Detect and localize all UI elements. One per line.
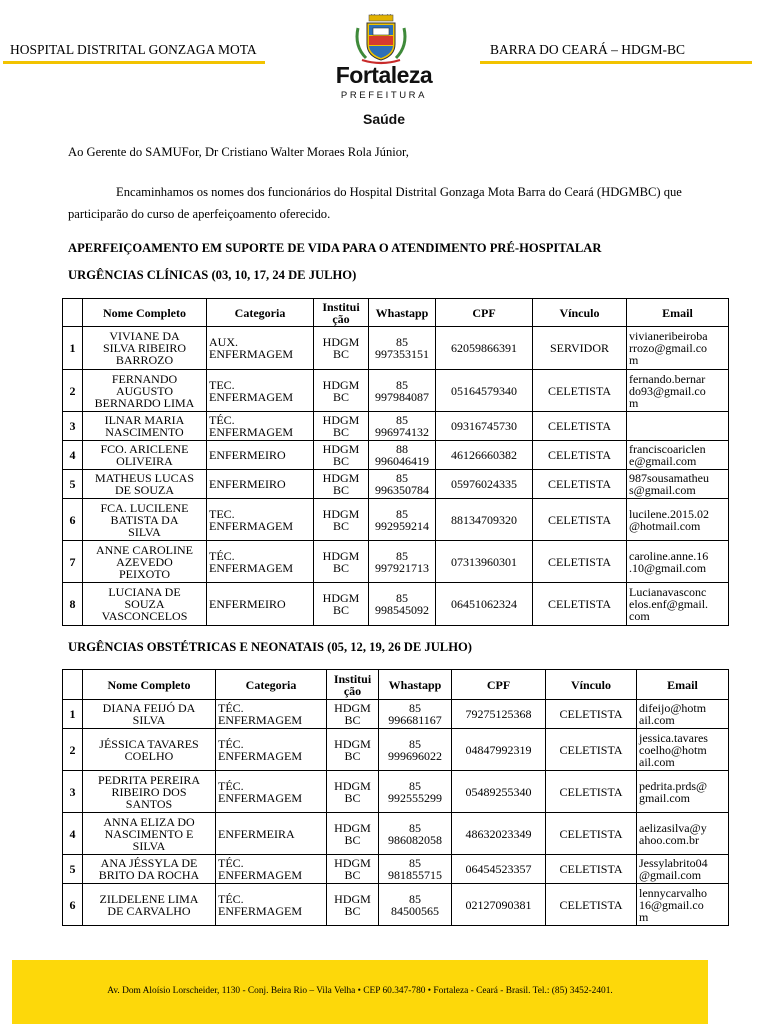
participant-name: JÉSSICA TAVARES COELHO <box>83 729 216 771</box>
participant-category: TÉC. ENFERMAGEM <box>207 412 314 441</box>
table-row <box>63 499 729 541</box>
col-category-header: Categoria <box>207 299 314 327</box>
participant-category: TÉC. ENFERMAGEM <box>216 771 327 813</box>
participant-email[interactable]: difeijo@hotm ail.com <box>637 700 729 729</box>
header-rule-left <box>3 61 265 64</box>
table-row <box>63 327 729 370</box>
participant-whatsapp: 85 84500565 <box>379 884 452 926</box>
participant-email[interactable]: lucilene.2015.02 @hotmail.com <box>627 499 729 541</box>
row-number: 6 <box>63 884 83 926</box>
col-institution-header: Institui ção <box>327 670 379 700</box>
participant-email[interactable]: aelizasilva@y ahoo.com.br <box>637 813 729 855</box>
row-number: 7 <box>63 541 83 583</box>
participant-category: ENFERMEIRA <box>216 813 327 855</box>
col-institution-header: Institui ção <box>314 299 369 327</box>
table-row <box>63 583 729 626</box>
table-row <box>63 541 729 583</box>
participant-name: ZILDELENE LIMA DE CARVALHO <box>83 884 216 926</box>
participant-name: VIVIANE DA SILVA RIBEIRO BARROZO <box>83 327 207 370</box>
participant-link: CELETISTA <box>546 700 637 729</box>
participant-whatsapp: 88 996046419 <box>369 441 436 470</box>
participant-email[interactable]: fernando.bernar do93@gmail.co m <box>627 370 729 412</box>
section-1-title: URGÊNCIAS CLÍNICAS (03, 10, 17, 24 DE JULHO) <box>68 268 357 282</box>
row-number: 5 <box>63 855 83 884</box>
participant-link: SERVIDOR <box>533 327 627 370</box>
brand-subtitle: PREFEITURA <box>340 90 428 101</box>
participant-link: CELETISTA <box>533 370 627 412</box>
header-rule-right <box>480 61 752 64</box>
participant-whatsapp: 85 997921713 <box>369 541 436 583</box>
participant-category: TÉC. ENFERMAGEM <box>216 700 327 729</box>
table-header-row <box>63 299 729 327</box>
participant-name: FCA. LUCILENE BATISTA DA SILVA <box>83 499 207 541</box>
col-name-header: Nome Completo <box>83 299 207 327</box>
participant-cpf: 88134709320 <box>436 499 533 541</box>
participant-name: ANNA ELIZA DO NASCIMENTO E SILVA <box>83 813 216 855</box>
participant-category: TÉC. ENFERMAGEM <box>216 729 327 771</box>
participant-cpf: 05164579340 <box>436 370 533 412</box>
col-number-header <box>63 670 83 700</box>
participant-link: CELETISTA <box>546 813 637 855</box>
row-number: 4 <box>63 813 83 855</box>
participant-institution: HDGM BC <box>314 541 369 583</box>
header-hospital-name: HOSPITAL DISTRITAL GONZAGA MOTA <box>10 42 257 57</box>
participant-category: ENFERMEIRO <box>207 441 314 470</box>
participant-email[interactable]: Jessylabrito04 @gmail.com <box>637 855 729 884</box>
participant-link: CELETISTA <box>533 441 627 470</box>
participant-institution: HDGM BC <box>314 327 369 370</box>
participant-cpf: 62059866391 <box>436 327 533 370</box>
participant-name: ILNAR MARIA NASCIMENTO <box>83 412 207 441</box>
row-number: 1 <box>63 327 83 370</box>
participant-institution: HDGM BC <box>314 412 369 441</box>
table-row <box>63 813 729 855</box>
col-link-header: Vínculo <box>533 299 627 327</box>
table-row <box>63 700 729 729</box>
participant-category: TÉC. ENFERMAGEM <box>216 855 327 884</box>
participant-whatsapp: 85 996681167 <box>379 700 452 729</box>
participant-link: CELETISTA <box>533 412 627 441</box>
participant-institution: HDGM BC <box>327 855 379 884</box>
table-header-row <box>63 670 729 700</box>
participant-name: ANNE CAROLINE AZEVEDO PEIXOTO <box>83 541 207 583</box>
participant-cpf: 07313960301 <box>436 541 533 583</box>
participant-email[interactable]: caroline.anne.16 .10@gmail.com <box>627 541 729 583</box>
participant-whatsapp: 85 998545092 <box>369 583 436 626</box>
participant-category: TÉC. ENFERMAGEM <box>207 541 314 583</box>
row-number: 3 <box>63 412 83 441</box>
participant-category: ENFERMEIRO <box>207 583 314 626</box>
participant-cpf: 05489255340 <box>452 771 546 813</box>
participant-institution: HDGM BC <box>327 884 379 926</box>
row-number: 6 <box>63 499 83 541</box>
participant-category: AUX. ENFERMAGEM <box>207 327 314 370</box>
participants-table-clinical <box>62 298 729 626</box>
participant-name: FCO. ARICLENE OLIVEIRA <box>83 441 207 470</box>
col-email-header: Email <box>637 670 729 700</box>
header-location: BARRA DO CEARÁ – HDGM-BC <box>490 42 686 57</box>
participant-institution: HDGM BC <box>327 813 379 855</box>
col-name-header: Nome Completo <box>83 670 216 700</box>
participant-email[interactable]: Lucianavasconc elos.enf@gmail. com <box>627 583 729 626</box>
col-category-header: Categoria <box>216 670 327 700</box>
participant-category: TEC. ENFERMAGEM <box>207 370 314 412</box>
participant-name: ANA JÉSSYLA DE BRITO DA ROCHA <box>83 855 216 884</box>
participant-email[interactable]: franciscoariclen e@gmail.com <box>627 441 729 470</box>
participant-name: LUCIANA DE SOUZA VASCONCELOS <box>83 583 207 626</box>
table-row <box>63 441 729 470</box>
participant-email[interactable] <box>627 412 729 441</box>
participant-category: TÉC. ENFERMAGEM <box>216 884 327 926</box>
footer-address: Av. Dom Aloísio Lorscheider, 1130 - Conj. Beira Rio – Vila Velha • CEP 60.347-780 • Fortaleza - Ceará - Brasil. Tel.: (85) 3452-2401. <box>107 986 613 996</box>
participant-name: MATHEUS LUCAS DE SOUZA <box>83 470 207 499</box>
participant-institution: HDGM BC <box>327 771 379 813</box>
col-whatsapp-header: Whastapp <box>379 670 452 700</box>
participant-link: CELETISTA <box>533 541 627 583</box>
row-number: 2 <box>63 370 83 412</box>
course-title: APERFEIÇOAMENTO EM SUPORTE DE VIDA PARA O ATENDIMENTO PRÉ-HOSPITALAR <box>68 241 602 255</box>
participant-whatsapp: 85 992555299 <box>379 771 452 813</box>
participant-cpf: 09316745730 <box>436 412 533 441</box>
participant-institution: HDGM BC <box>314 370 369 412</box>
participant-whatsapp: 85 992959214 <box>369 499 436 541</box>
participant-institution: HDGM BC <box>314 583 369 626</box>
participant-email[interactable]: jessica.tavares coelho@hotm ail.com <box>637 729 729 771</box>
participant-cpf: 79275125368 <box>452 700 546 729</box>
participant-email[interactable]: pedrita.prds@ gmail.com <box>637 771 729 813</box>
table-row <box>63 884 729 926</box>
participant-cpf: 46126660382 <box>436 441 533 470</box>
participant-whatsapp: 85 986082058 <box>379 813 452 855</box>
participant-cpf: 05976024335 <box>436 470 533 499</box>
participant-name: DIANA FEIJÓ DA SILVA <box>83 700 216 729</box>
table-row <box>63 412 729 441</box>
participant-institution: HDGM BC <box>314 441 369 470</box>
participant-cpf: 48632023349 <box>452 813 546 855</box>
participant-category: ENFERMEIRO <box>207 470 314 499</box>
brand-logo-text: Fortaleza <box>335 62 433 88</box>
participant-link: CELETISTA <box>546 855 637 884</box>
participant-whatsapp: 85 996974132 <box>369 412 436 441</box>
participant-link: CELETISTA <box>533 470 627 499</box>
col-whatsapp-header: Whastapp <box>369 299 436 327</box>
participant-name: FERNANDO AUGUSTO BERNARDO LIMA <box>83 370 207 412</box>
participant-name: PEDRITA PEREIRA RIBEIRO DOS SANTOS <box>83 771 216 813</box>
footer-bar <box>12 960 708 1024</box>
participant-institution: HDGM BC <box>327 729 379 771</box>
row-number: 5 <box>63 470 83 499</box>
participant-cpf: 02127090381 <box>452 884 546 926</box>
row-number: 8 <box>63 583 83 626</box>
row-number: 4 <box>63 441 83 470</box>
table-row <box>63 370 729 412</box>
participant-institution: HDGM BC <box>314 499 369 541</box>
participant-whatsapp: 85 997984087 <box>369 370 436 412</box>
participant-link: CELETISTA <box>546 771 637 813</box>
participant-whatsapp: 85 981855715 <box>379 855 452 884</box>
participant-email[interactable]: lennycarvalho 16@gmail.co m <box>637 884 729 926</box>
participant-link: CELETISTA <box>533 583 627 626</box>
table-row <box>63 855 729 884</box>
col-email-header: Email <box>627 299 729 327</box>
participant-category: TEC. ENFERMAGEM <box>207 499 314 541</box>
participant-cpf: 04847992319 <box>452 729 546 771</box>
letter-body-line-1: Encaminhamos os nomes dos funcionários do Hospital Distrital Gonzaga Mota Barra do Ceará (HDGMBC) que <box>116 185 682 199</box>
section-2-title: URGÊNCIAS OBSTÉTRICAS E NEONATAIS (05, 12, 19, 26 DE JULHO) <box>68 640 472 654</box>
brand-department: Saúde <box>362 111 405 127</box>
table-row <box>63 470 729 499</box>
salutation: Ao Gerente do SAMUFor, Dr Cristiano Walter Moraes Rola Júnior, <box>68 145 409 159</box>
participant-institution: HDGM BC <box>314 470 369 499</box>
participant-email[interactable]: vivianeribeiroba rrozo@gmail.co m <box>627 327 729 370</box>
participant-cpf: 06454523357 <box>452 855 546 884</box>
table-row <box>63 729 729 771</box>
row-number: 3 <box>63 771 83 813</box>
row-number: 2 <box>63 729 83 771</box>
participant-link: CELETISTA <box>546 729 637 771</box>
col-link-header: Vínculo <box>546 670 637 700</box>
participant-link: CELETISTA <box>533 499 627 541</box>
col-number-header <box>63 299 83 327</box>
col-cpf-header: CPF <box>436 299 533 327</box>
letter-body-line-2: participarão do curso de aperfeiçoamento oferecido. <box>68 207 331 221</box>
participant-whatsapp: 85 997353151 <box>369 327 436 370</box>
participant-email[interactable]: 987sousamatheu s@gmail.com <box>627 470 729 499</box>
city-crest-icon <box>352 14 410 66</box>
participant-whatsapp: 85 999696022 <box>379 729 452 771</box>
participant-cpf: 06451062324 <box>436 583 533 626</box>
row-number: 1 <box>63 700 83 729</box>
participant-link: CELETISTA <box>546 884 637 926</box>
col-cpf-header: CPF <box>452 670 546 700</box>
participants-table-obstetric <box>62 669 729 926</box>
participant-whatsapp: 85 996350784 <box>369 470 436 499</box>
table-row <box>63 771 729 813</box>
participant-institution: HDGM BC <box>327 700 379 729</box>
